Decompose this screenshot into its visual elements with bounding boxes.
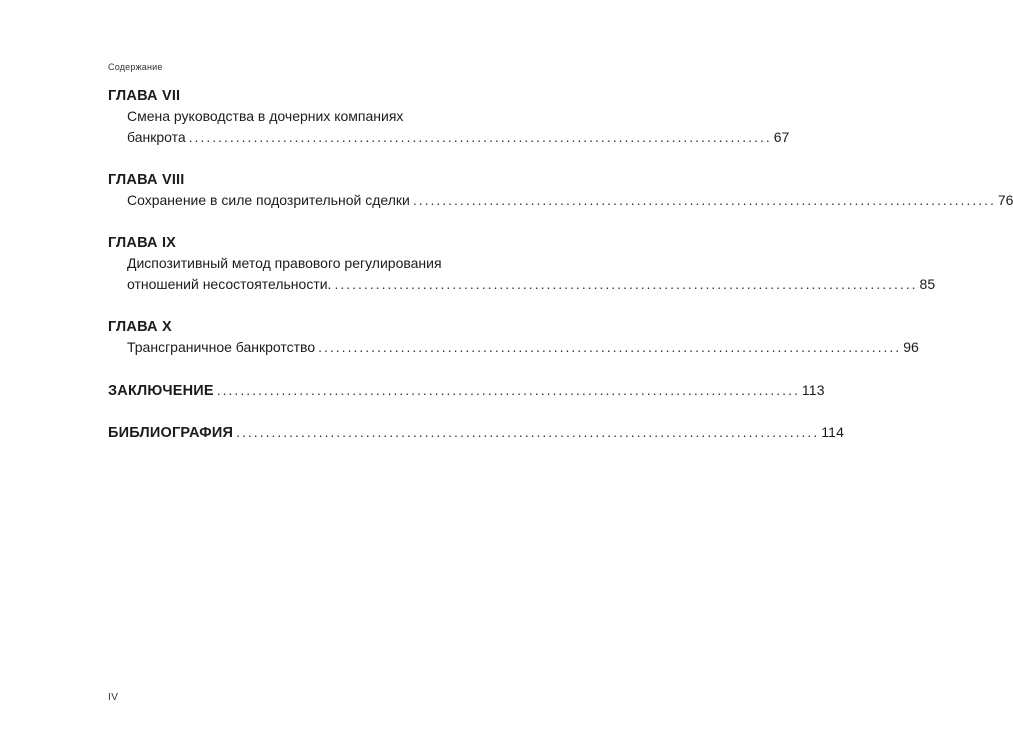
dot-leader: ................................................................................................... (188, 129, 772, 145)
entry-line: Смена руководства в дочерних компаниях (127, 108, 404, 124)
page-number: 76 (997, 192, 1013, 208)
table-of-contents (108, 86, 1013, 464)
section-title: БИБЛИОГРАФИЯ (108, 425, 234, 441)
entry-line: Трансграничное банкротство (127, 339, 316, 355)
entry-line: отношений несостоятельности. (127, 276, 332, 292)
folio-page-number: IV (108, 692, 119, 703)
toc-chapter-vii (108, 86, 790, 148)
section-title: ЗАКЛЮЧЕНИЕ (108, 383, 214, 399)
toc-section-bibliography (108, 422, 845, 443)
chapter-title: ГЛАВА VIII (108, 172, 185, 188)
toc-entry (127, 253, 936, 295)
toc-section-conclusion (108, 380, 825, 401)
page-number: 113 (801, 382, 825, 398)
page-number: 114 (821, 424, 845, 440)
toc-entry (127, 337, 919, 358)
dot-leader: ................................................................................................... (334, 276, 918, 292)
running-head: Содержание (108, 62, 163, 72)
dot-leader: ................................................................................................... (318, 339, 902, 355)
entry-last-line (127, 337, 919, 358)
toc-entry (127, 190, 1013, 211)
page-number: 85 (919, 276, 936, 292)
chapter-title: ГЛАВА VII (108, 88, 181, 104)
page-number: 67 (773, 129, 790, 145)
dot-leader: ................................................................................................... (236, 424, 820, 440)
toc-chapter-x (108, 317, 919, 358)
entry-last-line (127, 127, 790, 148)
chapter-title: ГЛАВА IX (108, 235, 177, 251)
chapter-title: ГЛАВА X (108, 319, 172, 335)
entry-line: банкрота (127, 129, 186, 145)
toc-chapter-ix (108, 233, 936, 295)
entry-line: Сохранение в силе подозрительной сделки (127, 192, 410, 208)
page-number: 96 (903, 339, 919, 355)
dot-leader: ................................................................................................... (216, 382, 800, 398)
dot-leader: ................................................................................................... (412, 192, 996, 208)
entry-last-line (127, 190, 1013, 211)
entry-last-line (127, 274, 936, 295)
entry-line: Диспозитивный метод правового регулирования (127, 255, 442, 271)
toc-chapter-viii (108, 170, 1013, 211)
toc-entry (127, 106, 790, 148)
